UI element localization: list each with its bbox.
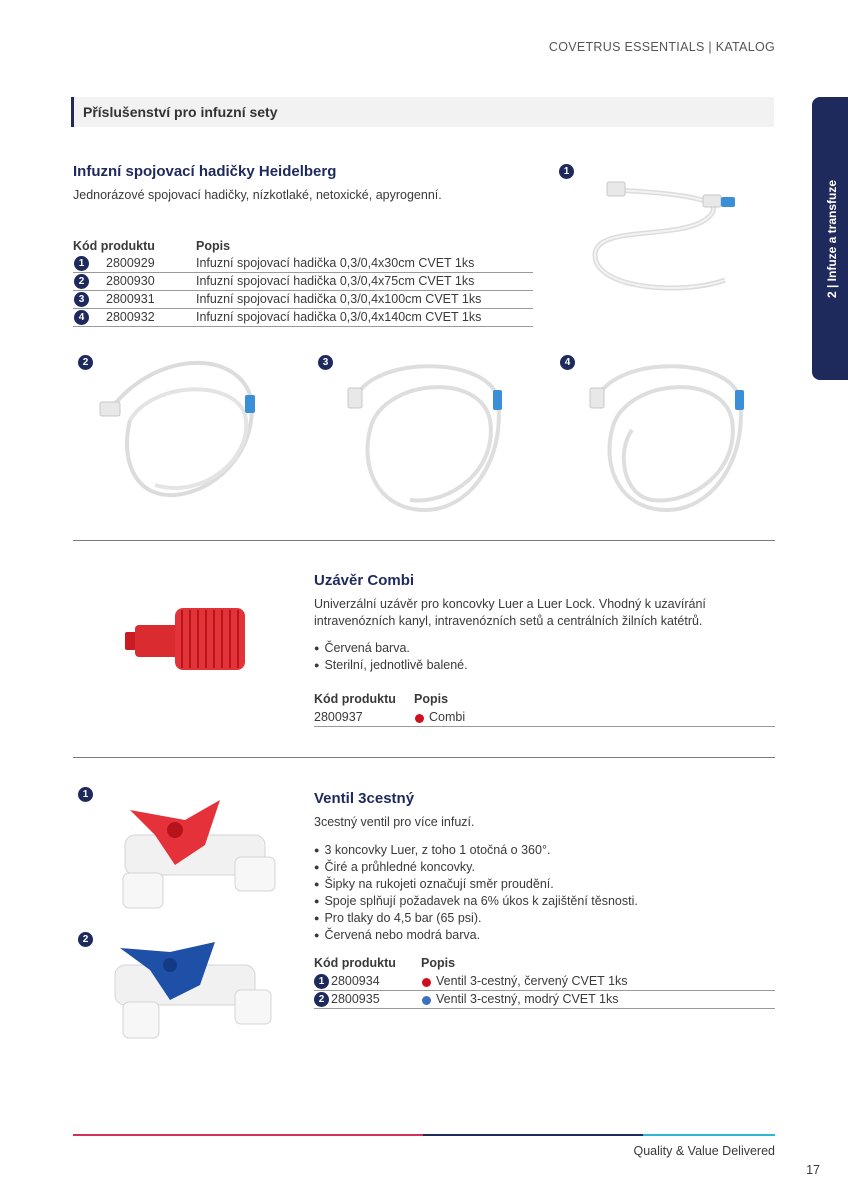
- blue-color-dot: [422, 996, 431, 1005]
- row-number-badge: 4: [74, 310, 89, 325]
- tubing-description: Jednorázové spojovací hadičky, nízkotlaké, netoxické, apyrogenní.: [73, 188, 442, 202]
- divider: [73, 757, 775, 758]
- product-code: 2800935: [331, 992, 380, 1006]
- tubing-100cm-image: [340, 360, 520, 515]
- valve-bullets: [314, 842, 638, 944]
- row-number-badge: 2: [74, 274, 89, 289]
- table-row: [314, 709, 775, 727]
- footer-tagline: Quality & Value Delivered: [633, 1144, 775, 1158]
- col-header-desc: Popis: [196, 239, 231, 253]
- table-row: [73, 291, 533, 309]
- table-row: [73, 255, 533, 273]
- list-item: ● Sterilní, jednotlivě balené.: [314, 657, 468, 674]
- list-item: ● Čiré a průhledné koncovky.: [314, 859, 638, 876]
- row-number-badge: 1: [314, 974, 329, 989]
- valve-title: Ventil 3cestný: [314, 790, 415, 807]
- image-number-badge: 3: [318, 355, 333, 370]
- product-desc: Infuzní spojovací hadička 0,3/0,4x140cm CVET 1ks: [196, 310, 482, 324]
- footer-accent-left: [73, 1134, 423, 1136]
- col-header-code: Kód produktu: [73, 239, 155, 253]
- row-number-badge: 3: [74, 292, 89, 307]
- table-row: [314, 991, 775, 1009]
- section-title-bar: [71, 97, 774, 127]
- product-code: 2800930: [106, 274, 155, 288]
- chapter-tab[interactable]: [812, 97, 848, 380]
- product-code: 2800934: [331, 974, 380, 988]
- product-desc: Infuzní spojovací hadička 0,3/0,4x30cm CVET 1ks: [196, 256, 475, 270]
- valve-description: 3cestný ventil pro více infuzí.: [314, 815, 475, 829]
- tubing-30cm-image: [575, 170, 760, 320]
- footer-accent-right: [643, 1134, 775, 1136]
- table-row: [73, 273, 533, 291]
- list-item: ● 3 koncovky Luer, z toho 1 otočná o 360°.: [314, 842, 638, 859]
- col-header-code: Kód produktu: [314, 956, 396, 970]
- divider: [73, 540, 775, 541]
- product-code: 2800931: [106, 292, 155, 306]
- combi-cap-image: [120, 600, 255, 680]
- chapter-tab-label: 2 | Infuze a transfuze: [825, 179, 839, 298]
- tubing-140cm-image: [582, 360, 762, 515]
- table-row: [73, 309, 533, 327]
- red-valve-image: [95, 795, 285, 920]
- col-header-code: Kód produktu: [314, 692, 396, 706]
- image-number-badge: 1: [78, 787, 93, 802]
- product-desc: Ventil 3-cestný, červený CVET 1ks: [436, 974, 628, 988]
- product-desc: Infuzní spojovací hadička 0,3/0,4x100cm CVET 1ks: [196, 292, 482, 306]
- table-row: [314, 973, 775, 991]
- col-header-desc: Popis: [414, 692, 449, 706]
- row-number-badge: 1: [74, 256, 89, 271]
- product-code: 2800937: [314, 710, 363, 724]
- product-desc: Ventil 3-cestný, modrý CVET 1ks: [436, 992, 619, 1006]
- col-header-desc: Popis: [421, 956, 456, 970]
- catalog-header: COVETRUS ESSENTIALS | KATALOG: [548, 40, 775, 54]
- image-number-badge: 2: [78, 932, 93, 947]
- red-color-dot: [415, 714, 424, 723]
- footer-accent-middle: [423, 1134, 643, 1136]
- list-item: ● Spoje splňují požadavek na 6% úkos k zajištění těsnosti.: [314, 893, 638, 910]
- list-item: ● Červená barva.: [314, 640, 468, 657]
- red-color-dot: [422, 978, 431, 987]
- blue-valve-image: [95, 940, 285, 1050]
- list-item: ● Šipky na rukojeti označují směr proudění.: [314, 876, 638, 893]
- section-title: Příslušenství pro infuzní sety: [83, 104, 278, 120]
- page-number: 17: [806, 1163, 820, 1177]
- row-number-badge: 2: [314, 992, 329, 1007]
- list-item: ● Červená nebo modrá barva.: [314, 927, 638, 944]
- tubing-title: Infuzní spojovací hadičky Heidelberg: [73, 163, 337, 180]
- image-number-badge: 2: [78, 355, 93, 370]
- product-desc: Combi: [429, 710, 466, 724]
- combi-description: Univerzální uzávěr pro koncovky Luer a Luer Lock. Vhodný k uzavírání intravenózních kanyl, intravenózních setů a centrálních žilních katétrů.: [314, 597, 706, 628]
- product-code: 2800929: [106, 256, 155, 270]
- combi-bullets: [314, 640, 468, 674]
- product-code: 2800932: [106, 310, 155, 324]
- image-number-badge: 1: [559, 164, 574, 179]
- list-item: ● Pro tlaky do 4,5 bar (65 psi).: [314, 910, 638, 927]
- tubing-75cm-image: [95, 360, 275, 510]
- image-number-badge: 4: [560, 355, 575, 370]
- combi-title: Uzávěr Combi: [314, 572, 415, 589]
- product-desc: Infuzní spojovací hadička 0,3/0,4x75cm CVET 1ks: [196, 274, 475, 288]
